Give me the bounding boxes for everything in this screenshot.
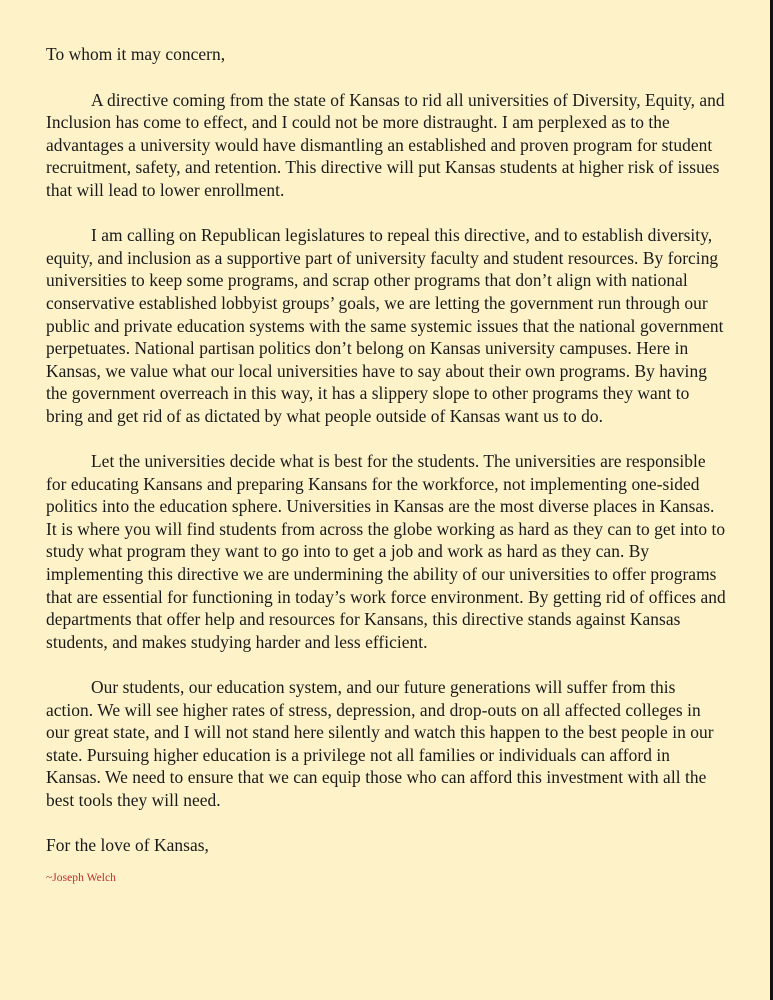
letter-body [46, 43, 726, 885]
letter-signature: ~Joseph Welch [46, 871, 116, 884]
letter-paragraph-1: A directive coming from the state of Kansas to rid all universities of Diversity, Equity, and Inclusion has come to effect, and I could not be more distraught. I am perplexed as to the advantages a university would have dismantling an established and proven program for student recruitment, safety, and retention. This directive will put Kansas students at higher risk of issues that will lead to lower enrollment. [46, 89, 725, 200]
letter-greeting: To whom it may concern, [46, 44, 226, 64]
letter-closing: For the love of Kansas, [46, 835, 209, 856]
letter-paragraph-4: Our students, our education system, and our future generations will suffer from this action. We will see higher rates of stress, depression, and drop-outs on all affected colleges in our great state, and I will not stand here silently and watch this happen to the best people in our state. Pursuing higher education is a privilege not all families or individuals can afford in Kansas. We need to ensure that we can equip those who can afford this investment with all the best tools they will need. [46, 677, 714, 810]
letter-paragraph-2: I am calling on Republican legislatures to repeal this directive, and to establish diversity, equity, and inclusion as a supportive part of university faculty and student resources. By forcing universities to keep some programs, and scrap other programs that don’t align with national conservative established lobbyist groups’ goals, we are letting the government run through our public and private education systems with the same systemic issues that the national government perpetuates. National partisan politics don’t belong on Kansas university campuses. Here in Kansas, we value what our local universities have to say about their own programs. By having the government overreach in this way, it has a slippery slope to other programs they want to bring and get rid of as dictated by what people outside of Kansas want us to do. [46, 225, 724, 426]
letter-paragraph-3: Let the universities decide what is best for the students. The universities are responsible for educating Kansans and preparing Kansans for the workforce, not implementing one-sided politics into the education sphere. Universities in Kansas are the most diverse places in Kansas. It is where you will find students from across the globe working as hard as they can to get into to study what program they want to go into to get a job and work as hard as they can. By implementing this directive we are undermining the ability of our universities to offer programs that are essential for functioning in today’s work force environment. By getting rid of offices and departments that offer help and resources for Kansans, this directive stands against Kansas students, and makes studying harder and less efficient. [46, 451, 726, 652]
